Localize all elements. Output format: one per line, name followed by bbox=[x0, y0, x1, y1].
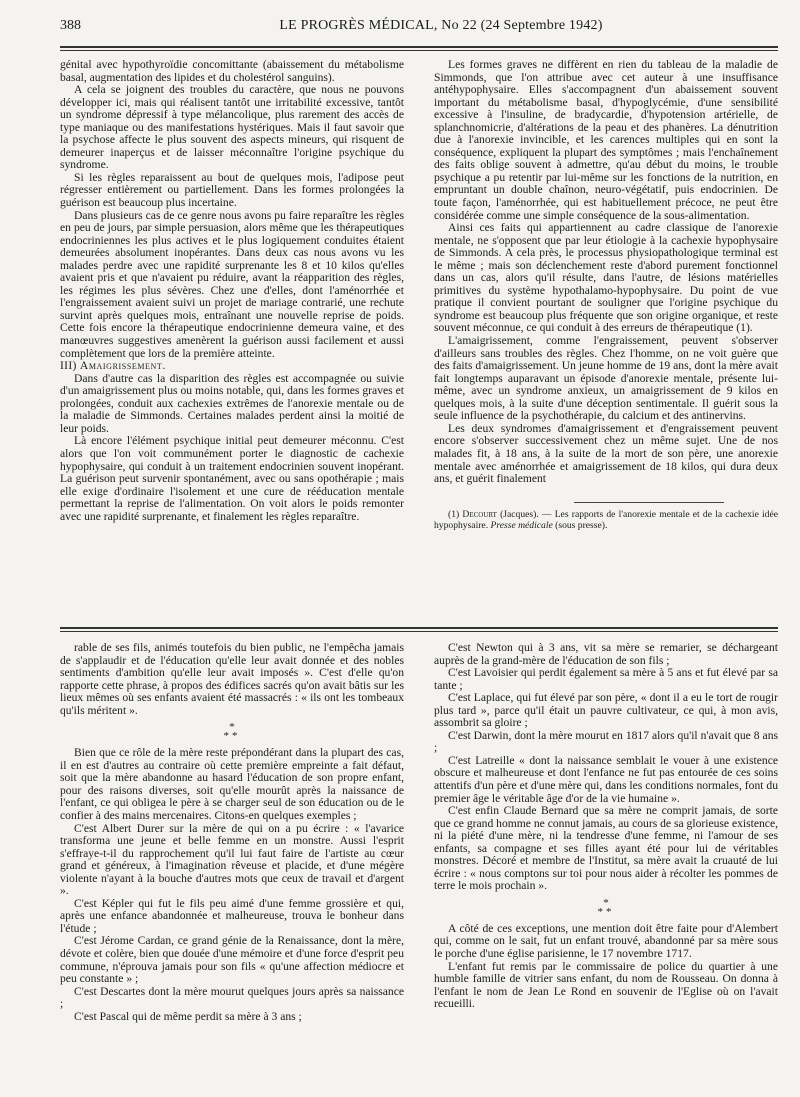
paragraph: Si les règles reparaissent au bout de quelques mois, l'adipose peut régresser entièrement ou partiellement. Dans les formes prolongées la guérison est beaucoup plus incertaine. bbox=[60, 170, 404, 210]
paragraph: L'enfant fut remis par le commissaire de police du quartier à une humble famille de vitrier sans enfant, du nom de Rousseau. On donna à l'enfant le nom de Jean Le Rond en souvenir de l'Eglise où on l'avait recueilli. bbox=[434, 959, 778, 1011]
paragraph: Les formes graves ne diffèrent en rien du tableau de la maladie de Simmonds, que l'on attribue avec cet auteur à une insuffisance antéhypophysaire. Elles s'accompagnent d'un abaissement souvent important du métabolisme basal, d'hypoglycémie, d'une sensibilité excessive à l'insuline, de bradycardie, d'hypotension artérielle, de splanchnomicrie, d'altérations de la peau et des phanères. La dénutrition due à l'anorexie invincible, et les carences multiples qui en sont la conséquence, expliquent la plupart des symptômes ; mais l'enchaînement des faits oblige souvent à admettre, qu'au début du moins, le trouble psychique a pu retentir par lui-même sur les fonctions de la nutrition, en empruntant un double chaînon, neuro-végétatif, puis endocrinien. De toute façon, l'aménorrhée, qui est habituellement précoce, ne peut être considérée comme une simple conséquence de la sous-alimentation. bbox=[434, 58, 778, 222]
paragraph: rable de ses fils, animés toutefois du bien public, ne l'empêcha jamais de s'applaudir et de l'éducation qu'elle leur avait donnée et des nobles sentiments d'ambition qu'elle leur avait imposés ». C'est d'elle qu'on rapporte cette phrase, à propos des édifices sacrés qu'on avait bâtis sur les lieux mêmes où ses enfants avaient été massacrés : « ils ont les tombeaux qu'ils méritent ». bbox=[60, 641, 404, 717]
bottom-left-column bbox=[60, 642, 404, 1042]
top-left-column bbox=[60, 59, 404, 619]
paragraph: Ainsi ces faits qui appartiennent au cadre classique de l'anorexie mentale, ne s'opposent que par leur étiologie à la cachexie hypophysaire de Simmonds. A cela près, le processus physiopathologique terminal est le même ; mais son déclenchement reste d'abord purement fonctionnel dans un cas, alors qu'il résulte, dans l'autre, de lésions matérielles primitives du système hypothalamo-hypophysaire. Du point de vue pratique il convient pourtant de souligner que l'origine psychique du syndrome est beaucoup plus fréquente que son origine organique, et reste souvent méconnue, ce qui conduit à des erreurs de thérapeutique (1). bbox=[434, 221, 778, 335]
footnote-author: Decourt bbox=[462, 508, 497, 520]
footnote-marker: (1) bbox=[448, 508, 460, 520]
paragraph: Dans plusieurs cas de ce genre nous avons pu faire reparaître les règles en peu de jours, par simple persuasion, alors même que les thérapeutiques endocriniennes les plus actives et le plus logiquement conduites étaient demeurées absolument inopérantes. Dans deux cas nous avons vu les malades perdre avec une rapidité surprenante les 8 et 10 kilos qu'elles avaient pris et que n'avaient pu réduire, avant la réapparition des règles, les régimes les plus sévères. Chez une d'elles, dont l'aménorrhée et l'engraissement avaient suivi un projet de mariage contrarié, une rechute survint après quelques mois, entraînant une nouvelle reprise de poids. Cette fois encore la thérapeutique endocrinienne demeura vaine, et des manœuvres suggestives amenèrent la guérison aussi facilement et aussi complètement que lors de la première atteinte. bbox=[60, 208, 404, 360]
paragraph: Là encore l'élément psychique initial peut demeurer méconnu. C'est alors que l'on voit communément porter le diagnostic de cachexie hypophysaire, qui conduit à un traitement endocrinien souvent inopérant. La guérison peut survenir spontanément, avec ou sans opothérapie ; mais elle exige d'ordinaire l'isolement et une cure de rééducation mentale permettant la reprise de l'alimentation. On voit alors le poids remonter avec une rapidité surprenante, et finalement les règles reparaître. bbox=[60, 434, 404, 523]
page-number: 388 bbox=[60, 18, 81, 33]
paragraph: C'est Albert Durer sur la mère de qui on a pu écrire : « l'avarice transforma une jeune et belle femme en un monstre. Aussi l'esprit s'effraye-t-il du rapprochement qu'il lui faut faire de l'artiste au cœur grand et généreux, à l'imagination rêveuse et placide, et d'une mégère violente n'ayant à la bouche d'autres mots que ceux de travail et d'argent ». bbox=[60, 821, 404, 898]
asterism: * ** bbox=[223, 721, 241, 743]
top-columns bbox=[60, 59, 778, 619]
paragraph: C'est Laplace, qui fut élevé par son père, « dont il a eu le tort de rougir plus tard », parce qu'il était un pauvre cultivateur, ce qui, à mon avis, assombrit sa gloire ; bbox=[434, 691, 778, 730]
paragraph: génital avec hypothyroïdie concomittante (abaissement du métabolisme basal, augmentation des lipides et du cholestérol sanguins). bbox=[60, 58, 404, 84]
bottom-columns bbox=[60, 642, 778, 1042]
section-divider-rule bbox=[60, 627, 778, 632]
paragraph: A cela se joignent des troubles du caractère, que nous ne pouvons développer ici, mais qui réalisent tantôt une irritabilité excessive, tantôt un syndrome dépressif à type mélancolique, plus rarement des accès de type maniaque ou des manifestations hystériques. Mais il faut savoir que la psychose affecte le plus souvent des aspects mineurs, qui risquent de demeurer inaperçus et de laisser méconnaître l'origine psychique du syndrome. bbox=[60, 83, 404, 172]
paragraph: C'est Pascal qui de même perdit sa mère à 3 ans ; bbox=[74, 1009, 302, 1023]
asterism: * ** bbox=[597, 896, 615, 918]
paragraph: C'est Darwin, dont la mère mourut en 1817 alors qu'il n'avait que 8 ans ; bbox=[434, 728, 778, 755]
paragraph: C'est Jérome Cardan, ce grand génie de la Renaissance, dont la mère, dévote et colère, bien que douée d'une mémoire et d'une force d'esprit peu commune, n'éprouva jamais pour son fils « qu'une affection médiocre et peu constante » ; bbox=[60, 934, 404, 986]
paragraph: L'amaigrissement, comme l'engraissement, peuvent s'observer d'ailleurs sans troubles des règles. Chez l'homme, on ne voit guère que des faits d'amaigrissement. Un jeune homme de 19 ans, dont la mère avait fait longtemps auparavant un épisode d'anorexie mentale, présente lui-même, avec un syndrome anxieux, un amaigrissement de 9 kilos en quelques mois, à la suite d'une déception sentimentale. Il guérit sous la seule influence de la psychothérapie, du calcium et des antinervins. bbox=[434, 334, 778, 423]
paragraph: Les deux syndromes d'amaigrissement et d'engraissement peuvent encore s'observer successivement chez un même sujet. Une de nos malades fit, à 18 ans, à la suite de la mort de son père, une anorexie mentale avec aménorrhée et amaigrissement de 18 kilos, qui dura deux ans, et guérit finalement bbox=[434, 421, 778, 486]
running-title: LE PROGRÈS MÉDICAL, No 22 (24 Septembre 1942) bbox=[279, 18, 603, 33]
paragraph: C'est Newton qui à 3 ans, vit sa mère se remarier, se déchargeant auprès de la grand-mère de l'éducation de son fils ; bbox=[434, 641, 778, 667]
paragraph: C'est Képler qui fut le fils peu aimé d'une femme grossière et qui, après une enfance abandonnée et malheureuse, trouva le bonheur dans l'étude ; bbox=[60, 896, 404, 935]
header-rule bbox=[60, 46, 778, 51]
paragraph: A côté de ces exceptions, une mention doit être faite pour d'Alembert qui, comme on le sait, fut un enfant trouvé, abandonné par sa mère sous le porche d'une église parisienne, le 17 novembre 1717. bbox=[434, 921, 778, 961]
paragraph: C'est Descartes dont la mère mourut quelques jours après sa naissance ; bbox=[60, 984, 404, 1011]
paragraph: C'est Lavoisier qui perdit également sa mère à 5 ans et fut élevé par sa tante ; bbox=[434, 666, 778, 692]
section-number: III) bbox=[60, 359, 77, 373]
bottom-right-column bbox=[434, 642, 778, 1042]
footnote-text: (Jacques). — Les rapports de l'anorexie mentale et de la cachexie idée hypophysaire. bbox=[434, 508, 778, 531]
paragraph: C'est Latreille « dont la naissance semblait le vouer à une existence obscure et malheureuse et dont l'enfance ne fut pas entourée de ces soins attentifs d'un père et d'une mère qui, dans les conditions normales, font du premier âge le véritable âge d'or de la vie humaine ». bbox=[434, 753, 778, 805]
paragraph: Dans d'autre cas la disparition des règles est accompagnée ou suivie d'un amaigrissement plus ou moins notable, qui, dans les formes graves et prolongées, conduit aux cachexies extrêmes de l'anorexie mentale ou de la maladie de Simmonds. Certaines malades perdent ainsi la moitié de leur poids. bbox=[60, 371, 404, 435]
footnote-text-end: (sous presse). bbox=[552, 519, 608, 531]
running-header bbox=[60, 18, 778, 40]
footnote-separator bbox=[574, 502, 724, 503]
section-title: Amaigrissement. bbox=[79, 359, 166, 373]
top-right-column bbox=[434, 59, 778, 619]
paragraph: C'est enfin Claude Bernard que sa mère ne comprit jamais, de sorte que ce grand homme ne connut jamais, au cours de sa glorieuse existence, ni la piété d'une mère, ni la tendresse d'une femme, ni l'amour de ses enfants, sa compagne et ses filles ayant été pour lui de véritables monstres. Décoré et membre de l'Institut, sa mère avait la cruauté de lui écrire : « nous comptons sur toi pour nous aider à récolter les pommes de terre le mois prochain ». bbox=[434, 804, 778, 893]
section-heading bbox=[60, 360, 404, 373]
footnote-journal: Presse médicale bbox=[490, 519, 553, 531]
footnote bbox=[434, 509, 778, 531]
paragraph: Bien que ce rôle de la mère reste prépondérant dans la plupart des cas, il en est d'autres au contraire où cette première empreinte a fait défaut, soit que la mère abandonne au hasard l'éducation de son propre enfant, pour des raisons diverses, soit qu'elle mourût après la naissance de l'enfant, ce qui obligea le père à se charger seul de son éducation ou de le confier à des mains mercenaires. Citons-en quelques exemples ; bbox=[60, 746, 404, 823]
